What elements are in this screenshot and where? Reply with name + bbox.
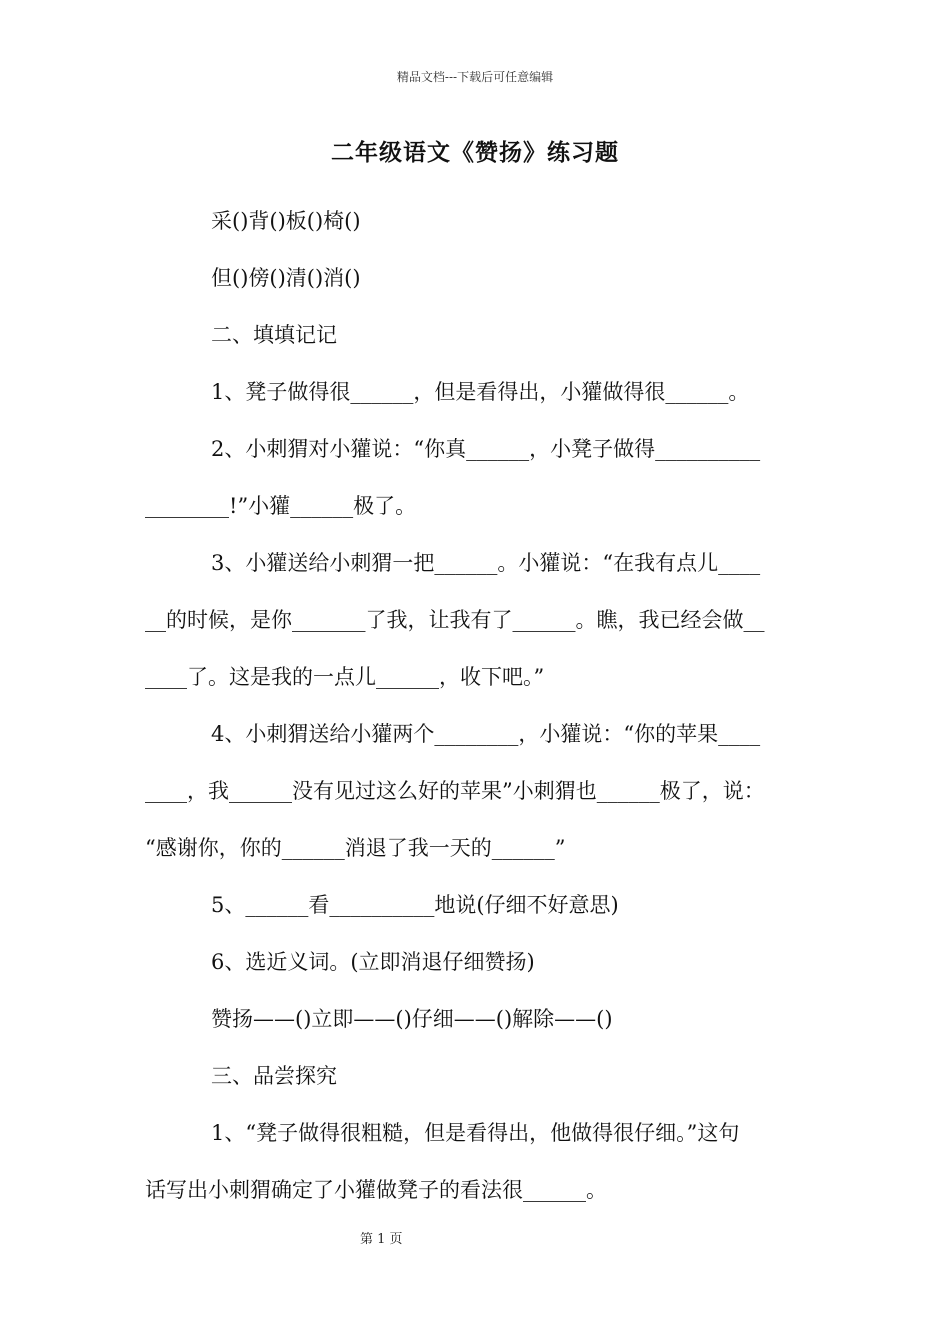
text-line: ____了。这是我的一点儿______，收下吧。” <box>145 665 545 689</box>
text-line: ____，我______没有见过这么好的苹果”小刺猬也______极了，说： <box>145 779 765 803</box>
page-number: 第 1 页 <box>360 1232 403 1247</box>
text-line: 6、选近义词。(立即消退仔细赞扬) <box>211 950 535 974</box>
document-title: 二年级语文《赞扬》练习题 <box>331 139 619 166</box>
text-line: 采()背()板()椅() <box>211 209 361 233</box>
page-header: 精品文档---下载后可任意编辑 <box>396 70 554 84</box>
text-line: 但()傍()清()消() <box>211 266 361 290</box>
text-line: 3、小獾送给小刺猬一把______。小獾说：“在我有点儿____ <box>211 551 761 575</box>
text-line: 4、小刺猬送给小獾两个________，小獾说：“你的苹果____ <box>211 722 761 746</box>
section-heading: 三、品尝探究 <box>211 1064 337 1088</box>
text-line: 话写出小刺猬确定了小獾做凳子的看法很______。 <box>145 1178 607 1202</box>
document-body <box>145 201 810 1227</box>
section-heading: 二、填填记记 <box>211 323 337 347</box>
text-line: 1、凳子做得很______，但是看得出，小獾做得很______。 <box>211 380 750 404</box>
text-line: “感谢你，你的______消退了我一天的______” <box>145 836 566 860</box>
text-line: 5、______看__________地说(仔细不好意思) <box>211 893 619 917</box>
text-line: 1、“凳子做得很粗糙，但是看得出，他做得很仔细。”这句 <box>211 1121 740 1145</box>
text-line: __的时候，是你_______了我，让我有了______。瞧，我已经会做__ <box>145 608 765 632</box>
text-line: 2、小刺猬对小獾说：“你真______，小凳子做得__________ <box>211 437 761 461</box>
text-line: ________!”小獾______极了。 <box>145 494 417 518</box>
text-line: 赞扬——()立即——()仔细——()解除——() <box>211 1007 613 1031</box>
